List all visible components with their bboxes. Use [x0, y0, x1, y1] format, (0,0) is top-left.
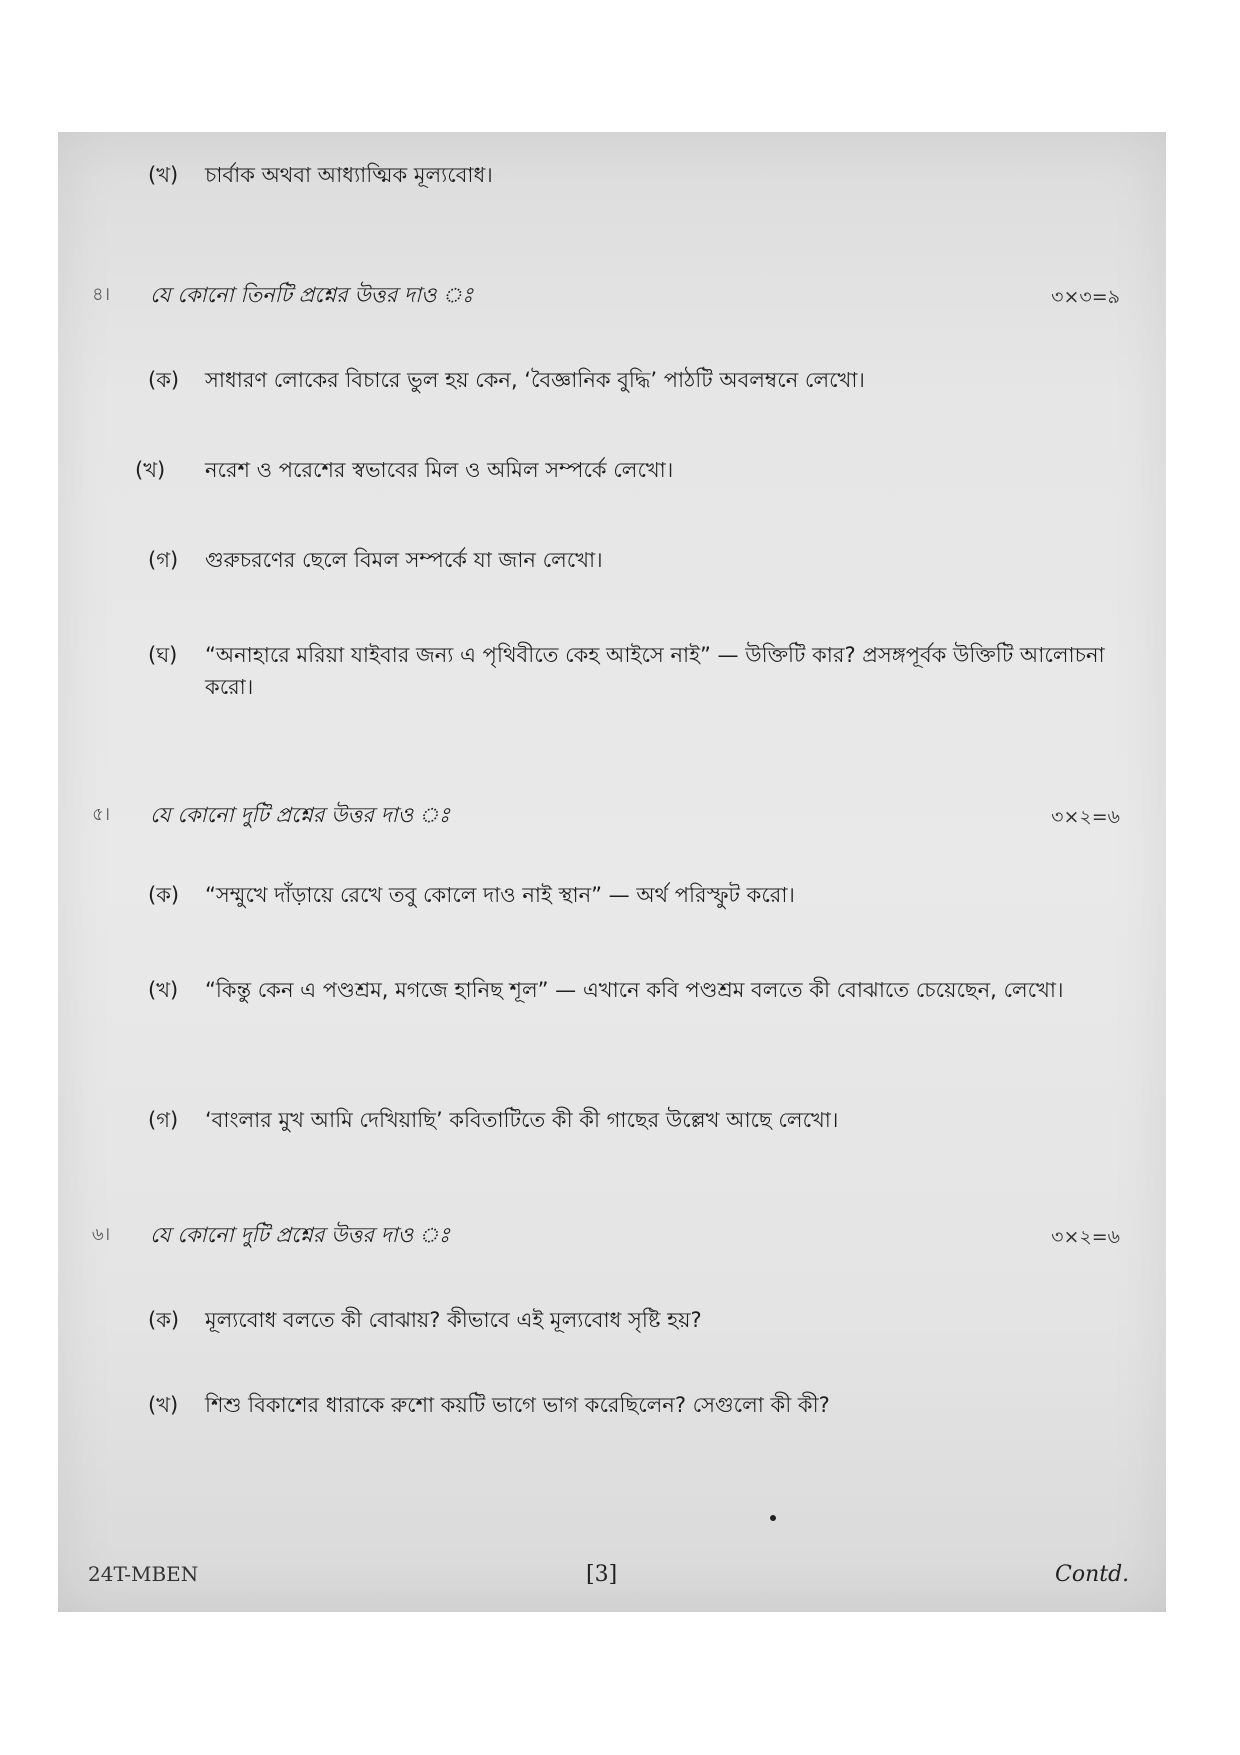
question-marks: ৩×২=৬ — [1051, 806, 1120, 828]
question-marks: ৩×২=৬ — [1051, 1226, 1120, 1248]
ink-dot — [770, 1515, 776, 1521]
item-text: গুরুচরণের ছেলে বিমল সম্পর্কে যা জান লেখো। — [205, 548, 603, 572]
item-label: (ক) — [148, 883, 180, 907]
item-text: ‘বাংলার মুখ আমি দেখিয়াছি’ কবিতাটিতে কী কী গাছের উল্লেখ আছে লেখো। — [205, 1108, 839, 1132]
item-text: শিশু বিকাশের ধারাকে রুশো কয়টি ভাগে ভাগ করেছিলেন? সেগুলো কী কী? — [205, 1393, 830, 1417]
question-marks: ৩×৩=৯ — [1051, 286, 1120, 308]
item-label: (খ) — [148, 163, 179, 187]
question-heading: যে কোনো তিনটি প্রশ্নের উত্তর দাও ঃ — [150, 283, 474, 307]
item-label: (গ) — [148, 1108, 179, 1132]
question-number: ৫। — [92, 804, 111, 825]
item-text: চার্বাক অথবা আধ্যাত্মিক মূল্যবোধ। — [205, 163, 493, 187]
question-heading: যে কোনো দুটি প্রশ্নের উত্তর দাও ঃ — [150, 803, 450, 827]
question-heading: যে কোনো দুটি প্রশ্নের উত্তর দাও ঃ — [150, 1223, 450, 1247]
item-label: (খ) — [148, 1393, 179, 1417]
question-number: ৪। — [92, 284, 111, 305]
page-number: [3] — [586, 1562, 618, 1587]
item-text: “কিন্তু কেন এ পণ্ডশ্রম, মগজে হানিছ শূল” — এখানে কবি পণ্ডশ্রম বলতে কী বোঝাতে চেয়েছেন, লেখো। — [205, 978, 1064, 1002]
item-label: (ক) — [148, 1308, 180, 1332]
item-label: (গ) — [148, 548, 179, 572]
item-text: “অনাহারে মরিয়া যাইবার জন্য এ পৃথিবীতে কেহ আইসে নাই” — উক্তিটি কার? প্রসঙ্গপূর্বক উক্তিটি আলোচনা করো। — [205, 643, 1105, 699]
item-label: (ক) — [148, 368, 180, 392]
item-label: (ঘ) — [148, 643, 178, 667]
question-number: ৬। — [92, 1224, 111, 1245]
continued-note: Contd. — [1055, 1562, 1130, 1587]
paper-code: 24T-MBEN — [88, 1562, 199, 1586]
item-text: সাধারণ লোকের বিচারে ভুল হয় কেন, ‘বৈজ্ঞানিক বুদ্ধি’ পাঠটি অবলম্বনে লেখো। — [205, 368, 865, 392]
item-label: (খ) — [148, 978, 179, 1002]
item-label: (খ) — [135, 458, 166, 482]
item-text: নরেশ ও পরেশের স্বভাবের মিল ও অমিল সম্পর্কে লেখো। — [205, 458, 674, 482]
item-text: “সম্মুখে দাঁড়ায়ে রেখে তবু কোলে দাও নাই স্থান” — অর্থ পরিস্ফুট করো। — [205, 883, 795, 907]
item-text: মূল্যবোধ বলতে কী বোঝায়? কীভাবে এই মূল্যবোধ সৃষ্টি হয়? — [205, 1308, 702, 1332]
